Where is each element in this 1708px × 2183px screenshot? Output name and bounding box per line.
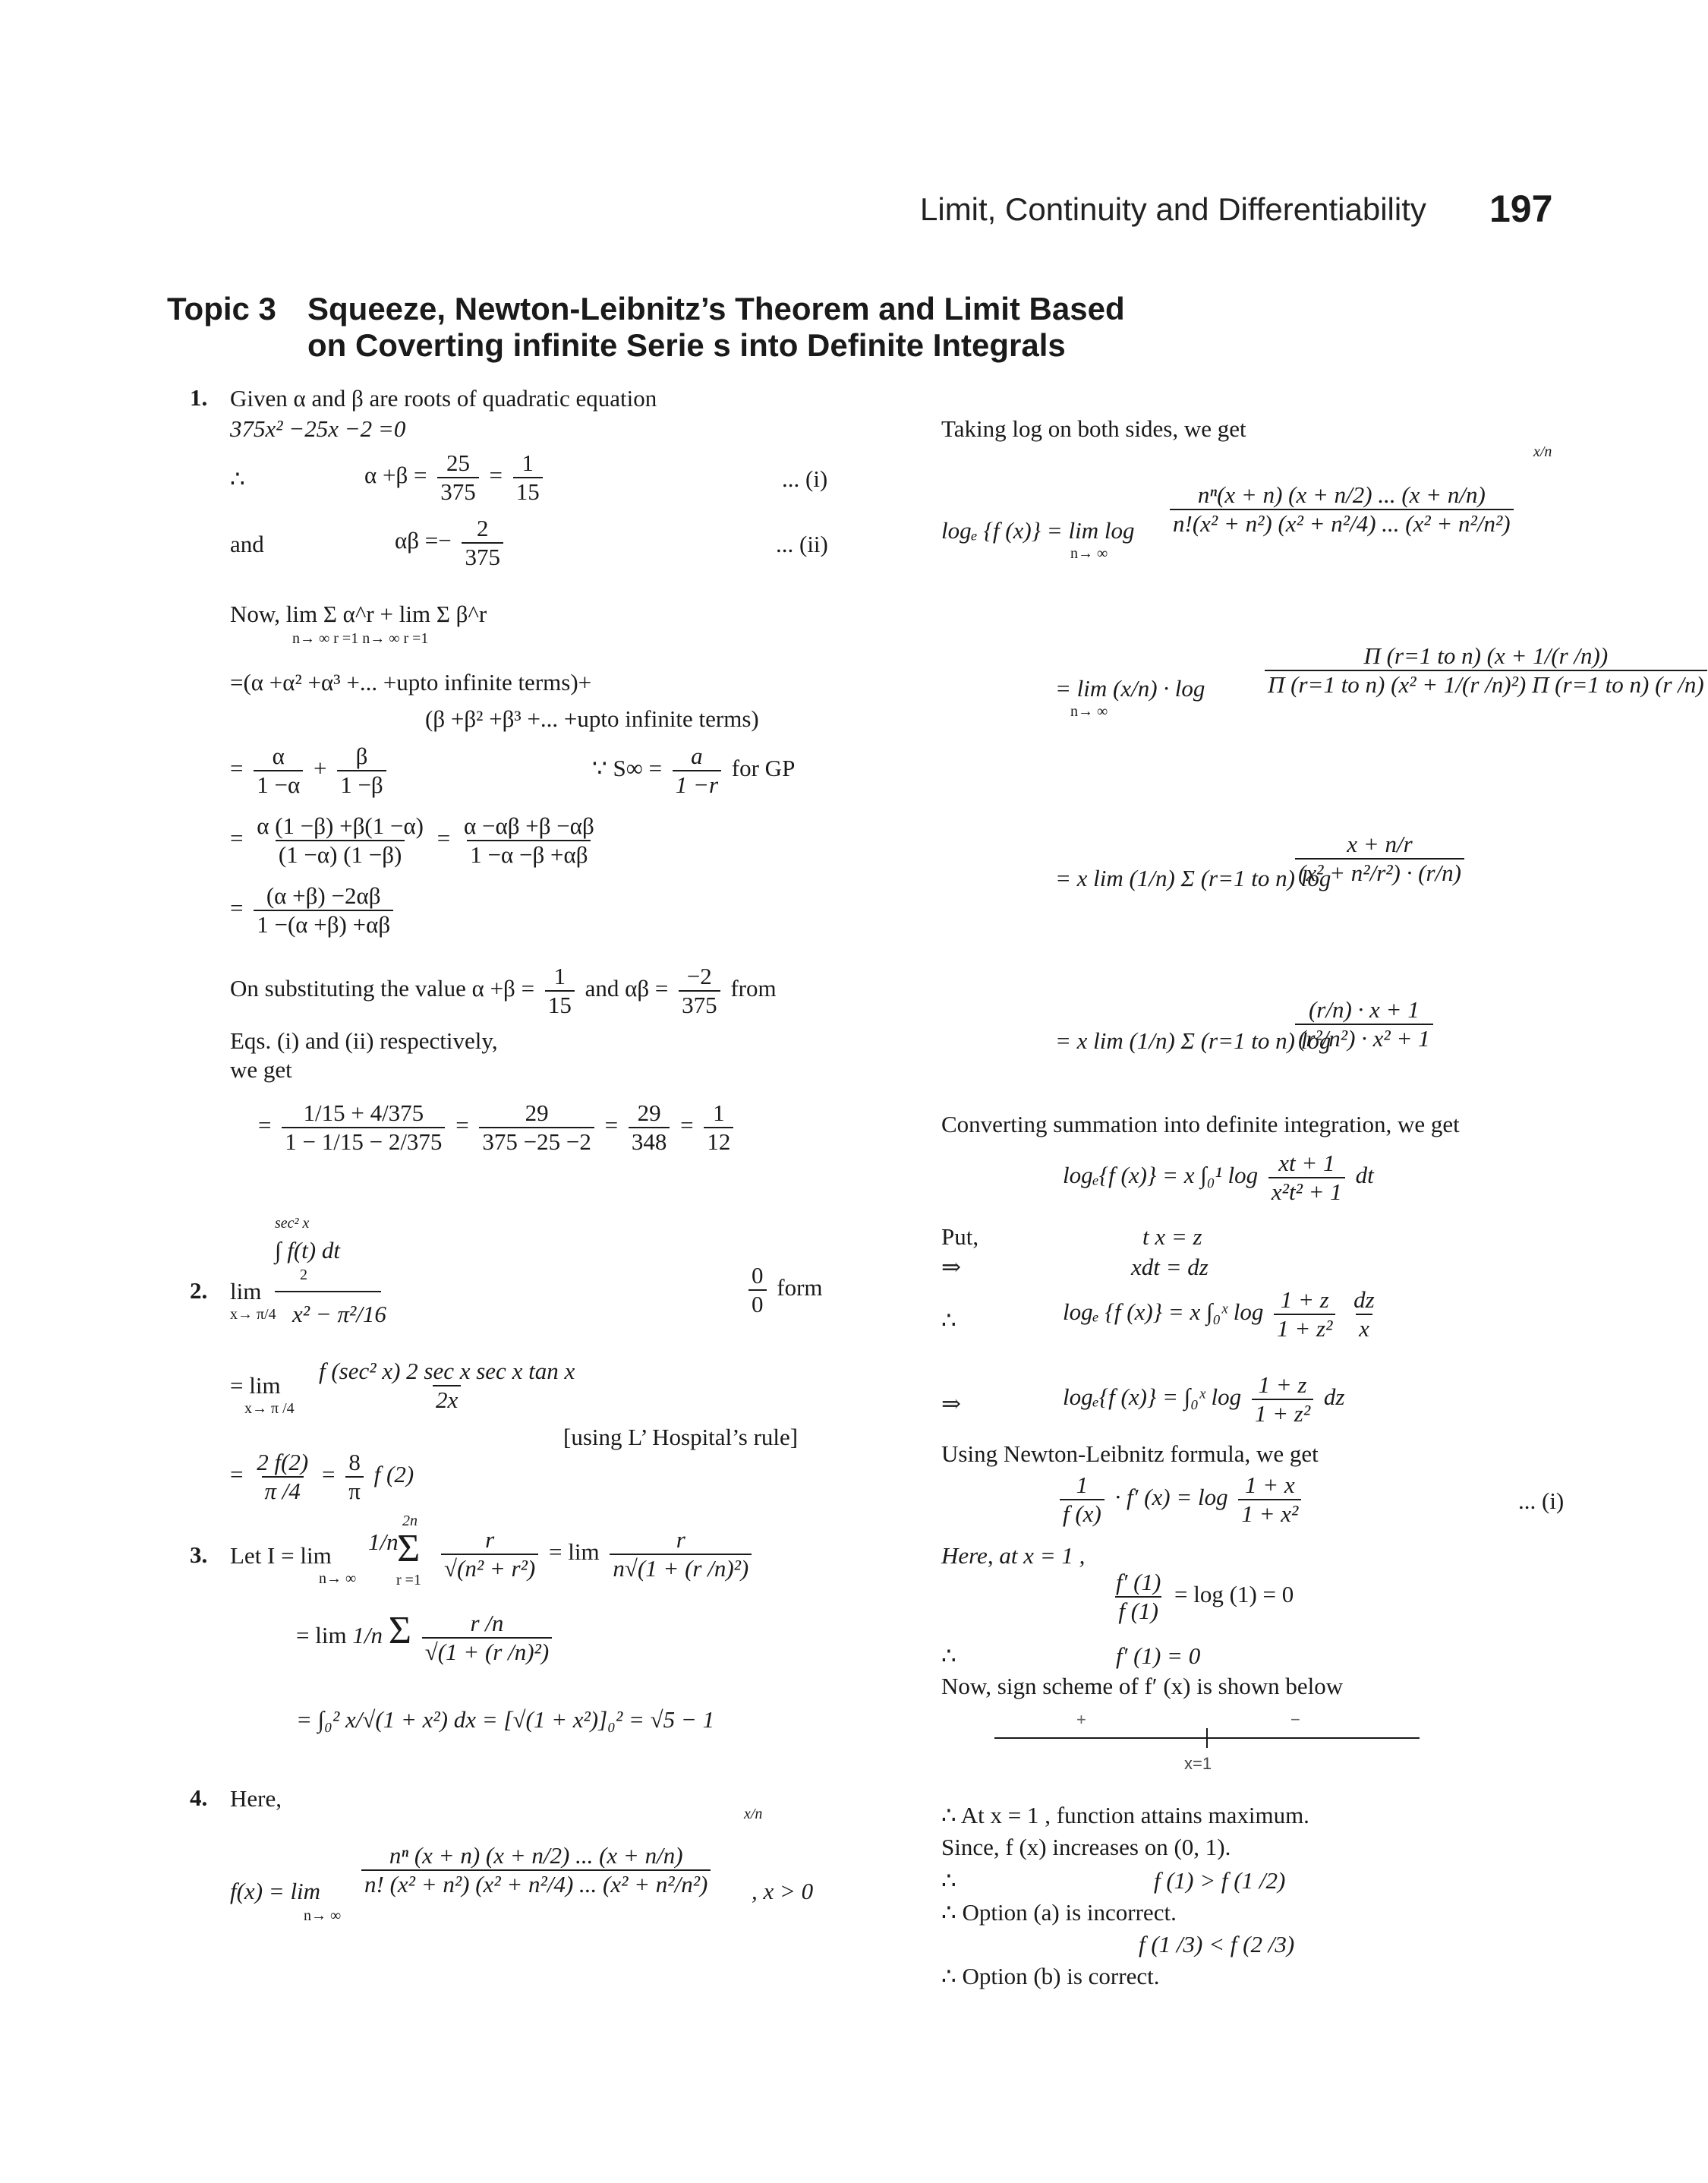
den: 1 − 1/15 − 2/375: [282, 1127, 445, 1156]
num: 1 + x: [1245, 1472, 1295, 1498]
den: 15: [545, 990, 575, 1019]
den: π: [345, 1476, 364, 1505]
num: xt + 1: [1278, 1150, 1335, 1176]
den: 375 −25 −2: [479, 1127, 594, 1156]
r-newton: Using Newton-Leibnitz formula, we get: [941, 1440, 1319, 1467]
r-therefore-3: ∴: [941, 1867, 956, 1894]
den: 1 −α −β +αβ: [467, 840, 591, 869]
q1-sum-eq: α +β = $\frac{25}{375}$ = $\frac{1}{15}$: [364, 450, 547, 506]
q1-eq-i: ... (i): [782, 465, 828, 492]
q1-line1: Given α and β are roots of quadratic equation: [230, 385, 657, 412]
den: 375: [679, 990, 720, 1019]
q1-prod-lhs: αβ =−: [395, 527, 452, 554]
den: f (x): [1060, 1499, 1105, 1528]
q2-int-lower: 2: [300, 1267, 307, 1283]
q1-now-sub: n→ ∞ r =1 n→ ∞ r =1: [292, 630, 429, 647]
r-int3-dz: dz: [1323, 1383, 1345, 1411]
num: 1/15 + 4/375: [303, 1099, 424, 1126]
q1-prod-frac: [462, 515, 503, 571]
r-convert: Converting summation into definite integration, we get: [941, 1111, 1460, 1137]
den: √(n² + r²): [441, 1554, 538, 1582]
den: f (1): [1115, 1596, 1161, 1625]
page-number: 197: [1489, 188, 1553, 230]
q2-rule: [using L’ Hospital’s rule]: [563, 1424, 799, 1450]
q3-eq-lim: = lim: [548, 1538, 600, 1566]
r-log2-sub: n→ ∞: [1070, 703, 1108, 720]
den: 1 + z²: [1252, 1399, 1313, 1427]
q3-f2: [610, 1526, 752, 1582]
q3-sum-upper: 2n: [402, 1513, 418, 1529]
q4-frac: [357, 1842, 715, 1898]
r-log2-lhs: = lim (x/n) · log: [1055, 675, 1205, 702]
r-nl-eq: ... (i): [1518, 1487, 1565, 1514]
running-title: Limit, Continuity and Differentiability: [920, 191, 1426, 227]
r-put: Put,: [941, 1223, 979, 1250]
r-int1-lhs: logₑ{f (x)} = x ∫₀¹ log: [1063, 1162, 1259, 1189]
q3-eq2-one-over-n: 1/n: [352, 1622, 383, 1649]
r-implies-1: ⇒: [941, 1254, 961, 1280]
q3-sum-lower: r =1: [396, 1572, 421, 1588]
r-taking-log: Taking log on both sides, we get: [941, 415, 1246, 442]
r-int2-dz: [1350, 1286, 1378, 1342]
q1-subst-line3: we get: [230, 1056, 292, 1083]
q1-gp-note-lhs: ∵ S∞ =: [592, 755, 663, 782]
q4-here: Here,: [230, 1785, 282, 1812]
num: r: [676, 1526, 685, 1553]
r-here-rhs: = log (1) = 0: [1174, 1581, 1294, 1608]
q1-line2: 375x² −25x −2 =0: [230, 415, 406, 442]
r-nl-f: [1060, 1472, 1105, 1528]
q2-lim: lim: [230, 1278, 262, 1304]
den: 1 −β: [337, 770, 386, 799]
q1-eq-ii: ... (ii): [776, 531, 828, 557]
num: f′ (1): [1116, 1569, 1161, 1595]
den: 1 + x²: [1238, 1499, 1301, 1528]
q1-therefore: ∴: [230, 465, 245, 492]
r-c3: f (1) > f (1 /2): [1154, 1867, 1286, 1894]
q1-and: and: [230, 531, 264, 557]
q2-step3-tail: f (2): [373, 1461, 414, 1488]
q2-lim-sub: x→ π/4: [230, 1306, 276, 1323]
q3-sigma: Σ: [397, 1527, 421, 1570]
q2-form-word: form: [777, 1274, 823, 1301]
q1-res-f2: [479, 1099, 594, 1156]
r-log1-frac: [1165, 481, 1518, 538]
q1-res-f1: [282, 1099, 445, 1156]
q1-gp-note-rhs: for GP: [731, 755, 796, 782]
q1-subst-from: from: [730, 975, 777, 1002]
r-sign-text: Now, sign scheme of f′ (x) is shown below: [941, 1673, 1344, 1699]
q2-step2-sub: x→ π /4: [244, 1400, 295, 1417]
sign-x: x=1: [1184, 1754, 1212, 1773]
sign-plus: +: [1076, 1710, 1086, 1729]
num: 1: [553, 963, 566, 989]
r-power: x/n: [1533, 443, 1552, 460]
den: x²t² + 1: [1268, 1177, 1345, 1206]
q4-number: 4.: [190, 1784, 208, 1811]
r-here-at: Here, at x = 1 ,: [941, 1542, 1086, 1569]
num: 2 f(2): [257, 1449, 309, 1475]
r-int2-frac: [1274, 1286, 1335, 1342]
num: β: [355, 743, 368, 769]
q2-step2-fraction: [316, 1358, 578, 1414]
q1-comb2: [461, 812, 597, 869]
num: r: [485, 1526, 495, 1553]
den: 12: [704, 1127, 733, 1156]
r-xdt: xdt = dz: [1131, 1254, 1209, 1280]
q1-gp-eq: = $\frac{\alpha}{1 -\alpha}$ + $\frac{\beta}{1 -\beta}$: [230, 743, 391, 799]
sign-minus: −: [1290, 1710, 1300, 1729]
q1-gp-b: [337, 743, 386, 799]
q4-power: x/n: [744, 1806, 763, 1822]
den: 375: [437, 477, 479, 506]
num: −2: [686, 963, 712, 989]
r-log4-fraction: [1295, 996, 1433, 1052]
r-log3-frac: [1290, 831, 1469, 887]
q2-number: 2.: [190, 1277, 208, 1304]
num: (α +β) −2αβ: [266, 882, 381, 909]
q2-int-upper: sec² x: [275, 1215, 310, 1232]
q1-sum-lhs: α +β =: [364, 462, 427, 489]
q1-series2: (β +β² +β³ +... +upto infinite terms): [425, 705, 759, 732]
q2-den: x² − π²/16: [292, 1301, 386, 1327]
q1-subst-line2: Eqs. (i) and (ii) respectively,: [230, 1027, 498, 1054]
q2-step2-lim: = lim: [230, 1372, 281, 1399]
q4-main-frac: [361, 1842, 711, 1898]
topic-title-line2: on Coverting infinite Serie s into Definite Integrals: [307, 327, 1066, 363]
den: Π (r=1 to n) (x² + 1/(r /n)²) Π (r=1 to n) (r /n): [1265, 670, 1707, 699]
num: nⁿ(x + n) (x + n/2) ... (x + n/n): [1197, 481, 1486, 508]
q2-step3: = $\frac{2 f(2)}{\pi /4}$ = $\frac{8}{\pi}$ f (2): [230, 1449, 414, 1504]
q1-gp-note-frac: [673, 743, 721, 799]
r-int1-frac: [1268, 1150, 1345, 1206]
q1-prod-eq: [395, 515, 508, 571]
r-log4-lhs: = x lim (1/n) Σ (r=1 to n) log: [1055, 1027, 1331, 1054]
q1-number: 1.: [190, 384, 208, 411]
den: π /4: [262, 1476, 304, 1505]
q1-subst-f2: [679, 963, 720, 1019]
num: x + n/r: [1347, 831, 1413, 857]
q3-lim-sub: n→ ∞: [319, 1570, 357, 1587]
r-nl-mid: · f′ (x) = log: [1114, 1484, 1228, 1511]
q4-cond: , x > 0: [752, 1878, 814, 1904]
q1-subst-and: and αβ =: [585, 975, 669, 1002]
q1-series1: =(α +α² +α³ +... +upto infinite terms)+: [230, 669, 592, 696]
q1-comb3-eq: = $\frac{(\alpha +\beta) -2\alpha\beta}{1 -(\alpha +\beta) +\alpha\beta}$: [230, 882, 398, 939]
den: (r²/n²) · x² + 1: [1295, 1024, 1433, 1052]
num: f (sec² x) 2 sec x sec x tan x: [319, 1358, 575, 1384]
r-here: [1108, 1569, 1294, 1625]
den: 1 −r: [673, 770, 721, 799]
r-c4: ∴ Option (a) is incorrect.: [941, 1899, 1177, 1926]
num: α: [272, 743, 285, 769]
r-c5: f (1 /3) < f (2 /3): [1139, 1931, 1295, 1957]
r-int1: [1063, 1150, 1374, 1206]
q1-comb3: [254, 882, 393, 939]
r-log1-lhs: logₑ {f (x)} = lim log: [941, 517, 1135, 544]
den: 1 −α: [254, 770, 303, 799]
r-implies-2: ⇒: [941, 1390, 961, 1417]
q1-gp-note: [592, 743, 795, 799]
r-therefore-2: ∴: [941, 1642, 956, 1669]
q3-f1: [441, 1526, 538, 1582]
q1-res-f4: [704, 1099, 733, 1156]
r-int1-dt: dt: [1355, 1162, 1374, 1189]
den: x: [1356, 1314, 1372, 1342]
q1-now-line: Now, lim Σ α^r + lim Σ β^r: [230, 601, 487, 627]
r-int3-lhs: logₑ{f (x)} = ∫₀ˣ log: [1063, 1383, 1242, 1411]
r-nl: [1055, 1472, 1306, 1528]
num: 8: [348, 1449, 361, 1475]
r-log3-lhs: = x lim (1/n) Σ (r=1 to n) log: [1055, 865, 1331, 891]
q3-eq2-lim: = lim: [296, 1622, 347, 1649]
q1-subst-f1: [545, 963, 575, 1019]
r-log4-frac: [1290, 996, 1438, 1052]
num: 29: [637, 1099, 661, 1126]
den: 15: [513, 477, 543, 506]
r-log1-fraction: [1170, 481, 1514, 538]
q1-res-f3: [629, 1099, 670, 1156]
q3-one-over-n: 1/n: [368, 1528, 399, 1555]
r-f1-zero: f′ (1) = 0: [1116, 1642, 1201, 1669]
num: dz: [1353, 1286, 1375, 1313]
den: 375: [462, 542, 503, 571]
r-nl-frac: [1238, 1472, 1301, 1528]
q1-sum-frac2: [513, 450, 543, 506]
q4-lim-sub: n→ ∞: [304, 1907, 342, 1924]
q2-form: [744, 1262, 823, 1318]
topic-title-line1: Squeeze, Newton-Leibnitz’s Theorem and Limit Based: [307, 291, 1125, 327]
num: 1 + z: [1258, 1371, 1307, 1398]
num: 0: [752, 1262, 764, 1289]
den: 0: [748, 1289, 767, 1318]
q4-fx: f(x) = lim: [230, 1878, 321, 1904]
r-int2: [1063, 1286, 1382, 1342]
q1-subst: [230, 963, 777, 1019]
r-therefore-1: ∴: [941, 1307, 956, 1333]
den: 2x: [433, 1385, 461, 1414]
q2-step2-frac: [311, 1358, 582, 1414]
q3-eq1: [436, 1526, 756, 1582]
den: (x² + n²/r²) · (r/n): [1295, 858, 1464, 887]
num: 1: [522, 450, 534, 476]
q1-result: = $\frac{1/15 + 4/375}{1 - 1/15 - 2/375}$ = $\frac{29}{375 -25 -2}$ = $\frac{29}{348}$ = $\frac{1}{12}$: [258, 1099, 738, 1156]
r-int2-lhs: logₑ {f (x)} = x ∫₀ˣ log: [1063, 1298, 1264, 1326]
num: Π (r=1 to n) (x + 1/(r /n)): [1363, 642, 1609, 669]
q1-gp-a: [254, 743, 303, 799]
q2-step3-f2: [345, 1449, 364, 1505]
r-c6: ∴ Option (b) is correct.: [941, 1963, 1160, 1989]
num: nⁿ (x + n) (x + n/2) ... (x + n/n): [389, 1842, 683, 1869]
q3-eq2: = lim 1/n Σ $\frac{r /n}{\text{√(1 + (r /n)²)}}$: [296, 1610, 556, 1666]
den: 1 −(α +β) +αβ: [254, 910, 393, 939]
q2-int-body: ∫ f(t) dt: [275, 1237, 340, 1263]
q1-subst-text: On substituting the value α +β =: [230, 975, 535, 1002]
q3-let: Let I = lim: [230, 1542, 332, 1569]
r-log2-fraction: [1265, 642, 1707, 699]
num: (r/n) · x + 1: [1308, 996, 1420, 1023]
den: 348: [629, 1127, 670, 1156]
topic-label: Topic 3: [167, 291, 276, 327]
r-int3-frac: [1252, 1371, 1313, 1427]
num: 1: [1076, 1472, 1089, 1498]
r-c2: Since, f (x) increases on (0, 1).: [941, 1834, 1231, 1860]
r-log3-fraction: [1295, 831, 1464, 887]
num: a: [691, 743, 703, 769]
q3-f3: [422, 1610, 552, 1666]
sign-tick: [1206, 1728, 1208, 1748]
den: n√(1 + (r /n)²): [610, 1554, 752, 1582]
den: n! (x² + n²) (x² + n²/4) ... (x² + n²/n²): [361, 1869, 711, 1898]
q1-combine: = $\frac{\alpha (1 -\beta) +\beta(1 -\alpha)}{(1 -\alpha) (1 -\beta)}$ = $\frac{\alpha -\alpha\beta +\beta -\alpha\beta}{1 -\alpha -\beta +\alpha\beta}$: [230, 812, 602, 869]
r-put-eq: t x = z: [1142, 1223, 1202, 1250]
den: (1 −α) (1 −β): [276, 840, 405, 869]
num: 2: [476, 515, 489, 541]
r-c1: ∴ At x = 1 , function attains maximum.: [941, 1802, 1309, 1828]
den: √(1 + (r /n)²): [422, 1637, 552, 1666]
q2-fraction-bar: [275, 1291, 381, 1292]
q2-step3-f1: [254, 1449, 311, 1505]
q3-int-line: = ∫₀² x/√(1 + x²) dx = [√(1 + x²)]₀² = √5 − 1: [296, 1706, 715, 1733]
q3-number: 3.: [190, 1541, 208, 1568]
r-log2-frac: [1260, 642, 1708, 699]
q1-comb1: [254, 812, 427, 869]
num: 29: [525, 1099, 549, 1126]
q2-form-frac: [748, 1262, 767, 1318]
r-log1-sub: n→ ∞: [1070, 545, 1108, 562]
num: r /n: [470, 1610, 504, 1636]
den: 1 + z²: [1274, 1314, 1335, 1342]
num: α −αβ +β −αβ: [464, 812, 594, 839]
den: n!(x² + n²) (x² + n²/4) ... (x² + n²/n²): [1170, 509, 1514, 538]
q1-sum-frac1: [437, 450, 479, 506]
r-int3: [1063, 1371, 1344, 1427]
num: 1: [713, 1099, 725, 1126]
num: α (1 −β) +β(1 −α): [257, 812, 424, 839]
r-here-frac: [1113, 1569, 1164, 1625]
num: 1 + z: [1280, 1286, 1329, 1313]
num: 25: [446, 450, 470, 476]
